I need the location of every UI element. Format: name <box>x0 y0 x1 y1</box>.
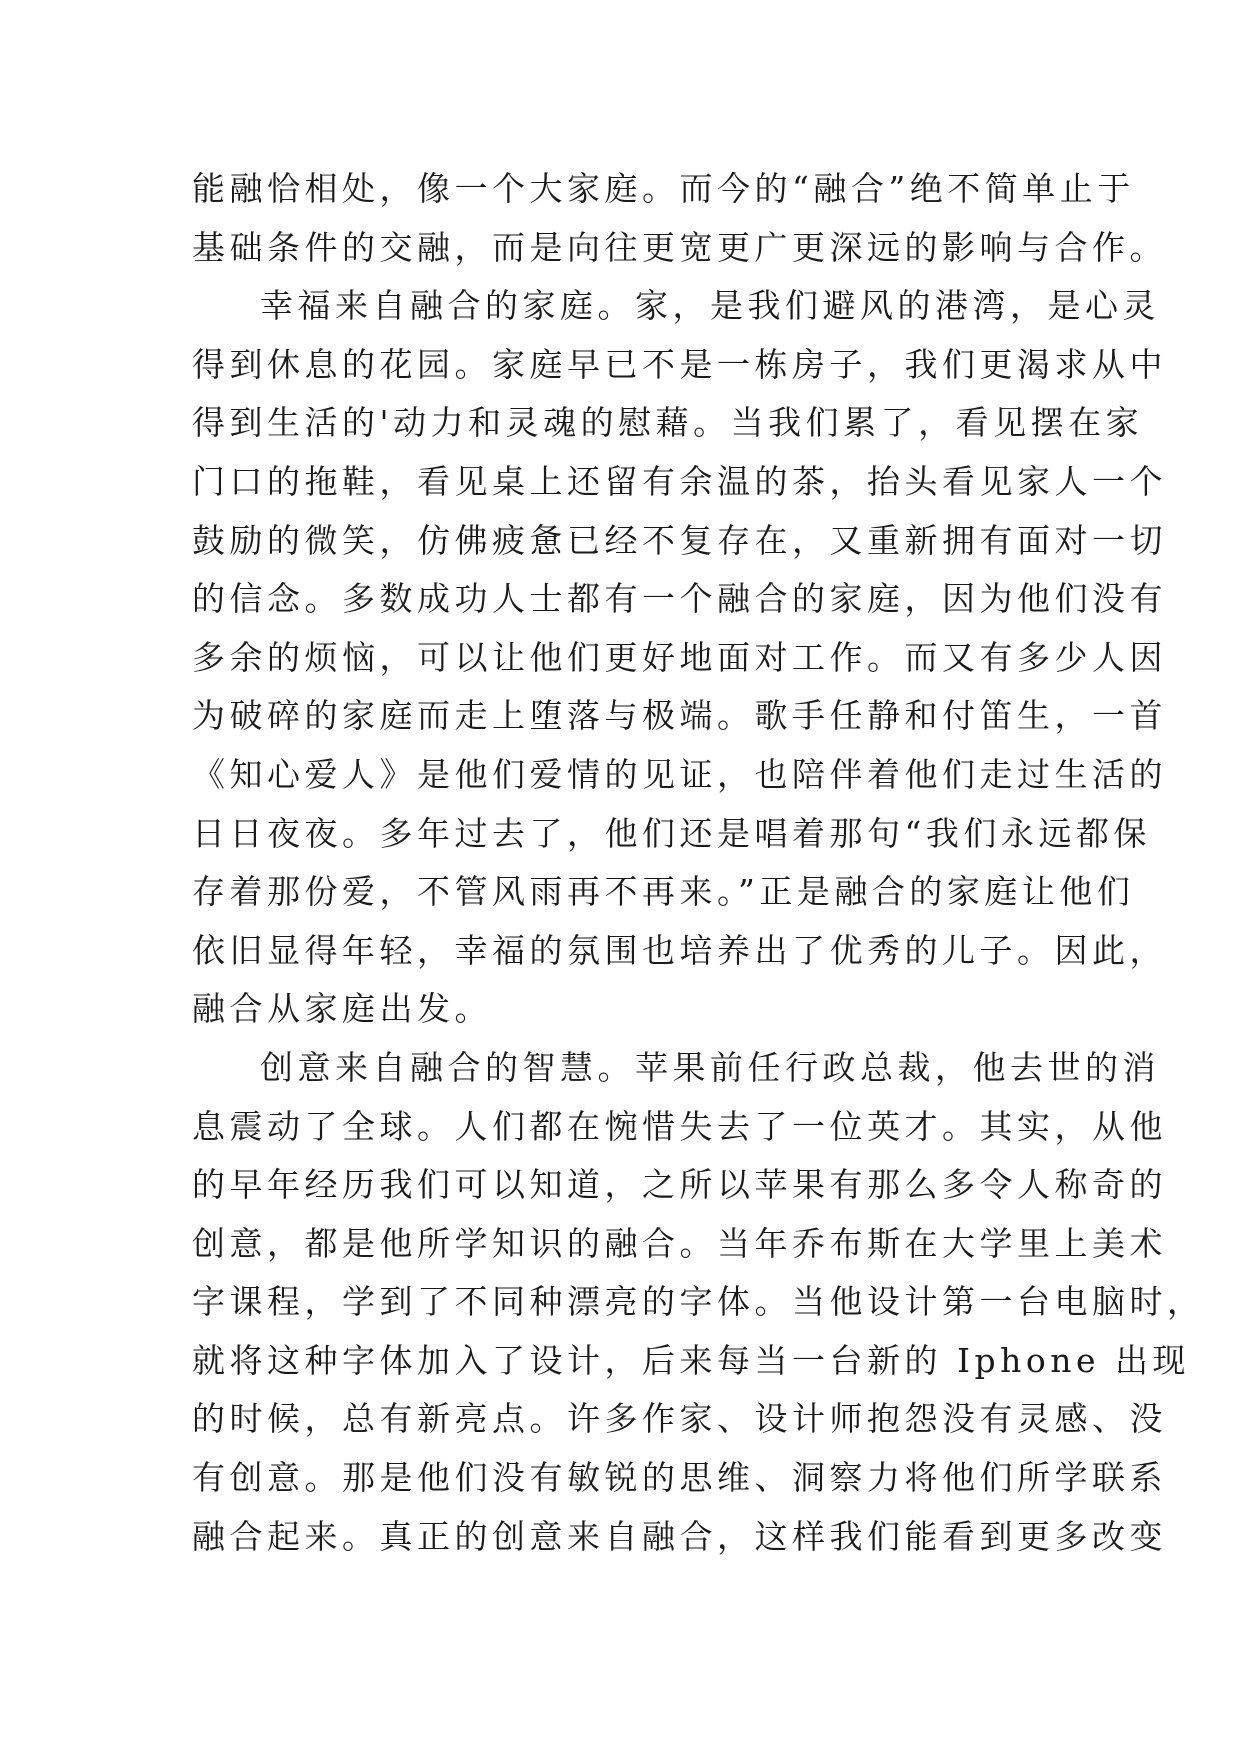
text-line: 日日夜夜。多年过去了，他们还是唱着那句“我们永远都保 <box>192 813 1151 853</box>
text-line: 的信念。多数成功人士都有一个融合的家庭，因为他们没有 <box>192 579 1167 619</box>
text-line: 得到休息的花园。家庭早已不是一栋房子，我们更渴求从中 <box>192 344 1167 384</box>
text-line: 为破碎的家庭而走上堕落与极端。歌手任静和付笛生，一首 <box>192 696 1167 736</box>
text-line: 融合起来。真正的创意来自融合，这样我们能看到更多改变 <box>192 1516 1167 1556</box>
text-line: 融合从家庭出发。 <box>192 989 492 1029</box>
text-line: 的时候，总有新亮点。许多作家、设计师抱怨没有灵感、没 <box>192 1399 1167 1439</box>
text-line: 字课程，学到了不同种漂亮的字体。当他设计第一台电脑时， <box>192 1282 1205 1322</box>
paragraph-first-line: 幸福来自融合的家庭。家，是我们避风的港湾，是心灵 <box>260 286 1160 326</box>
text-line: 创意，都是他所学知识的融合。当年乔布斯在大学里上美术 <box>192 1223 1167 1263</box>
text-line: 息震动了全球。人们都在惋惜失去了一位英才。其实，从他 <box>192 1106 1167 1146</box>
text-line: 能融恰相处，像一个大家庭。而今的“融合”绝不简单止于 <box>192 169 1135 208</box>
text-line: 的早年经历我们可以知道，之所以苹果有那么多令人称奇的 <box>192 1165 1167 1205</box>
text-line: 存着那份爱，不管风雨再不再来。”正是融合的家庭让他们 <box>192 872 1135 912</box>
text-line: 得到生活的'动力和灵魂的慰藉。当我们累了，看见摆在家 <box>192 403 1144 443</box>
text-line: 基础条件的交融，而是向往更宽更广更深远的影响与合作。 <box>192 227 1167 267</box>
text-line: 《知心爱人》是他们爱情的见证，也陪伴着他们走过生活的 <box>192 754 1167 794</box>
text-line: 鼓励的微笑，仿佛疲惫已经不复存在，又重新拥有面对一切 <box>192 520 1167 560</box>
text-line: 门口的拖鞋，看见桌上还留有余温的茶，抬头看见家人一个 <box>192 461 1167 501</box>
body-text <box>192 160 1205 1566</box>
text-line: 依旧显得年轻，幸福的氛围也培养出了优秀的儿子。因此， <box>192 930 1167 970</box>
text-line: 多余的烦恼，可以让他们更好地面对工作。而又有多少人因 <box>192 637 1167 677</box>
text-line: 就将这种字体加入了设计，后来每当一台新的 Iphone 出现 <box>192 1340 1191 1380</box>
text-line: 有创意。那是他们没有敏锐的思维、洞察力将他们所学联系 <box>192 1458 1167 1498</box>
paragraph-first-line: 创意来自融合的智慧。苹果前任行政总裁，他去世的消 <box>260 1047 1160 1087</box>
